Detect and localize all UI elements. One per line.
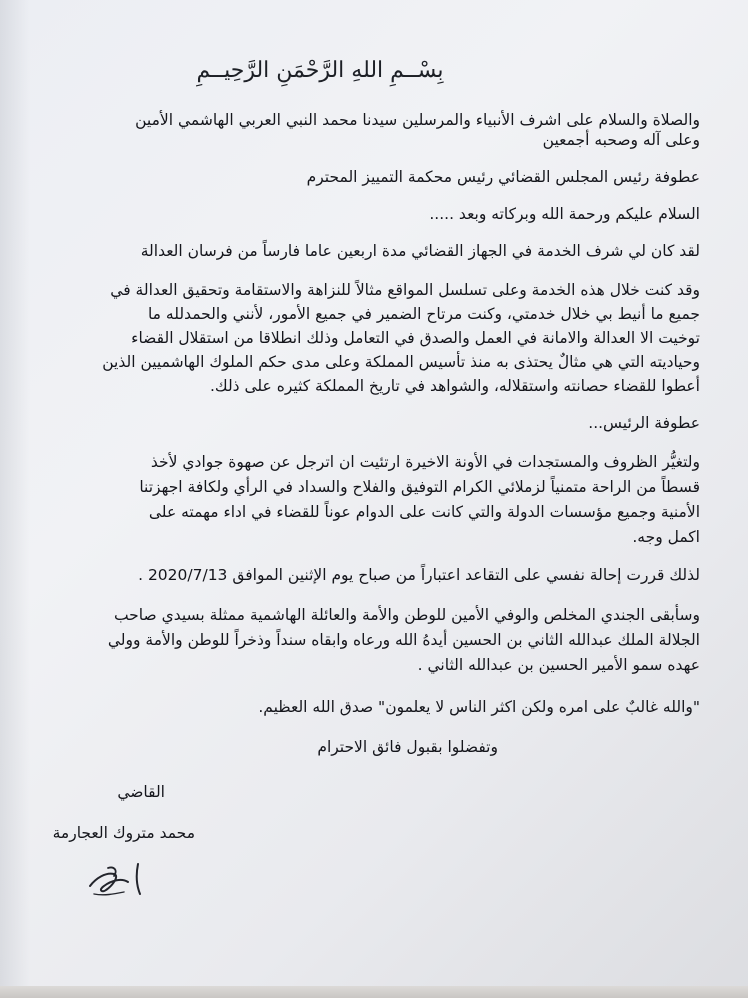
letter-line: وسأبقى الجندي المخلص والوفي الأمين للوطن والأمة والعائلة الهاشمية ممثلة بسيدي صاحب	[113, 606, 700, 624]
letter-line: قسطاً من الراحة متمنياً لزملائي الكرام التوفيق والفلاح والسداد في الرأي ولكافة اجهزتنا	[139, 478, 700, 496]
letter-line: جميع ما أنيط بي خلال خدمتي، وكنت مرتاح الضمير في جميع الأمور، لأنني والحمدلله ما	[147, 305, 700, 323]
letter-line: الجلالة الملك عبدالله الثاني بن الحسين أيدهُ الله ورعاه وابقاه سنداً وذخراً للوطن والأمة وولي	[107, 631, 700, 649]
letter-line: الأمنية وجميع مؤسسات الدولة والتي كانت على الدوام عوناً للقضاء في اداء مهمته على	[148, 503, 700, 521]
quote-line: "والله غالبٌ على امره ولكن اكثر الناس لا يعلمون" صدق الله العظيم.	[258, 698, 700, 716]
letter-line: اكمل وجه.	[632, 528, 700, 546]
addressee-line: عطوفة رئيس المجلس القضائي رئيس محكمة التمييز المحترم	[306, 168, 700, 186]
basmala-heading: بِسْــمِ اللهِ الرَّحْمَنِ الرَّحِيــمِ	[196, 58, 444, 83]
letter-line: ولتغيُّر الظروف والمستجدات في الأونة الاخيرة ارتئيت ان اترجل عن صهوة جوادي لأخذ	[150, 453, 700, 471]
letter-line: وحياديته التي هي مثالٌ يحتذى به منذ تأسيس المملكة وعلى مدى حكم الملوك الهاشميين الذين	[102, 353, 700, 371]
bottom-edge	[0, 986, 748, 998]
handwritten-signature	[84, 856, 156, 900]
letter-line: توخيت الا العدالة والامانة في العمل والصدق في التعامل وذلك انطلاقا من استقلال القضاء	[131, 329, 700, 347]
letter-line: والصلاة والسلام على اشرف الأنبياء والمرسلين سيدنا محمد النبي العربي الهاشمي الأمين	[135, 111, 700, 129]
decision-line: لذلك قررت إحالة نفسي على التقاعد اعتباراً من صباح يوم الإثنين الموافق 2020/7/13 .	[138, 566, 700, 584]
letter-line: وقد كنت خلال هذه الخدمة وعلى تسلسل المواقع مثالاً للنزاهة والاستقامة وتحقيق العدالة في	[110, 281, 700, 299]
closing-line: وتفضلوا بقبول فائق الاحترام	[317, 738, 498, 756]
letter-line: لقد كان لي شرف الخدمة في الجهاز القضائي مدة اربعين عاما فارساً من فرسان العدالة	[140, 242, 700, 260]
salutation-line: عطوفة الرئيس...	[588, 414, 700, 432]
signatory-name: محمد متروك العجارمة	[52, 824, 195, 842]
signatory-title: القاضي	[117, 783, 165, 801]
greeting-line: السلام عليكم ورحمة الله وبركاته وبعد .....	[429, 205, 700, 223]
letter-line: وعلى آله وصحبه أجمعين	[542, 131, 700, 149]
letter-line: أعطوا للقضاء حصانته واستقلاله، والشواهد في تاريخ المملكة كثيره على ذلك.	[209, 377, 700, 395]
paper-shadow	[0, 0, 30, 998]
letter-line: عهده سمو الأمير الحسين بن عبدالله الثاني .	[417, 656, 700, 674]
